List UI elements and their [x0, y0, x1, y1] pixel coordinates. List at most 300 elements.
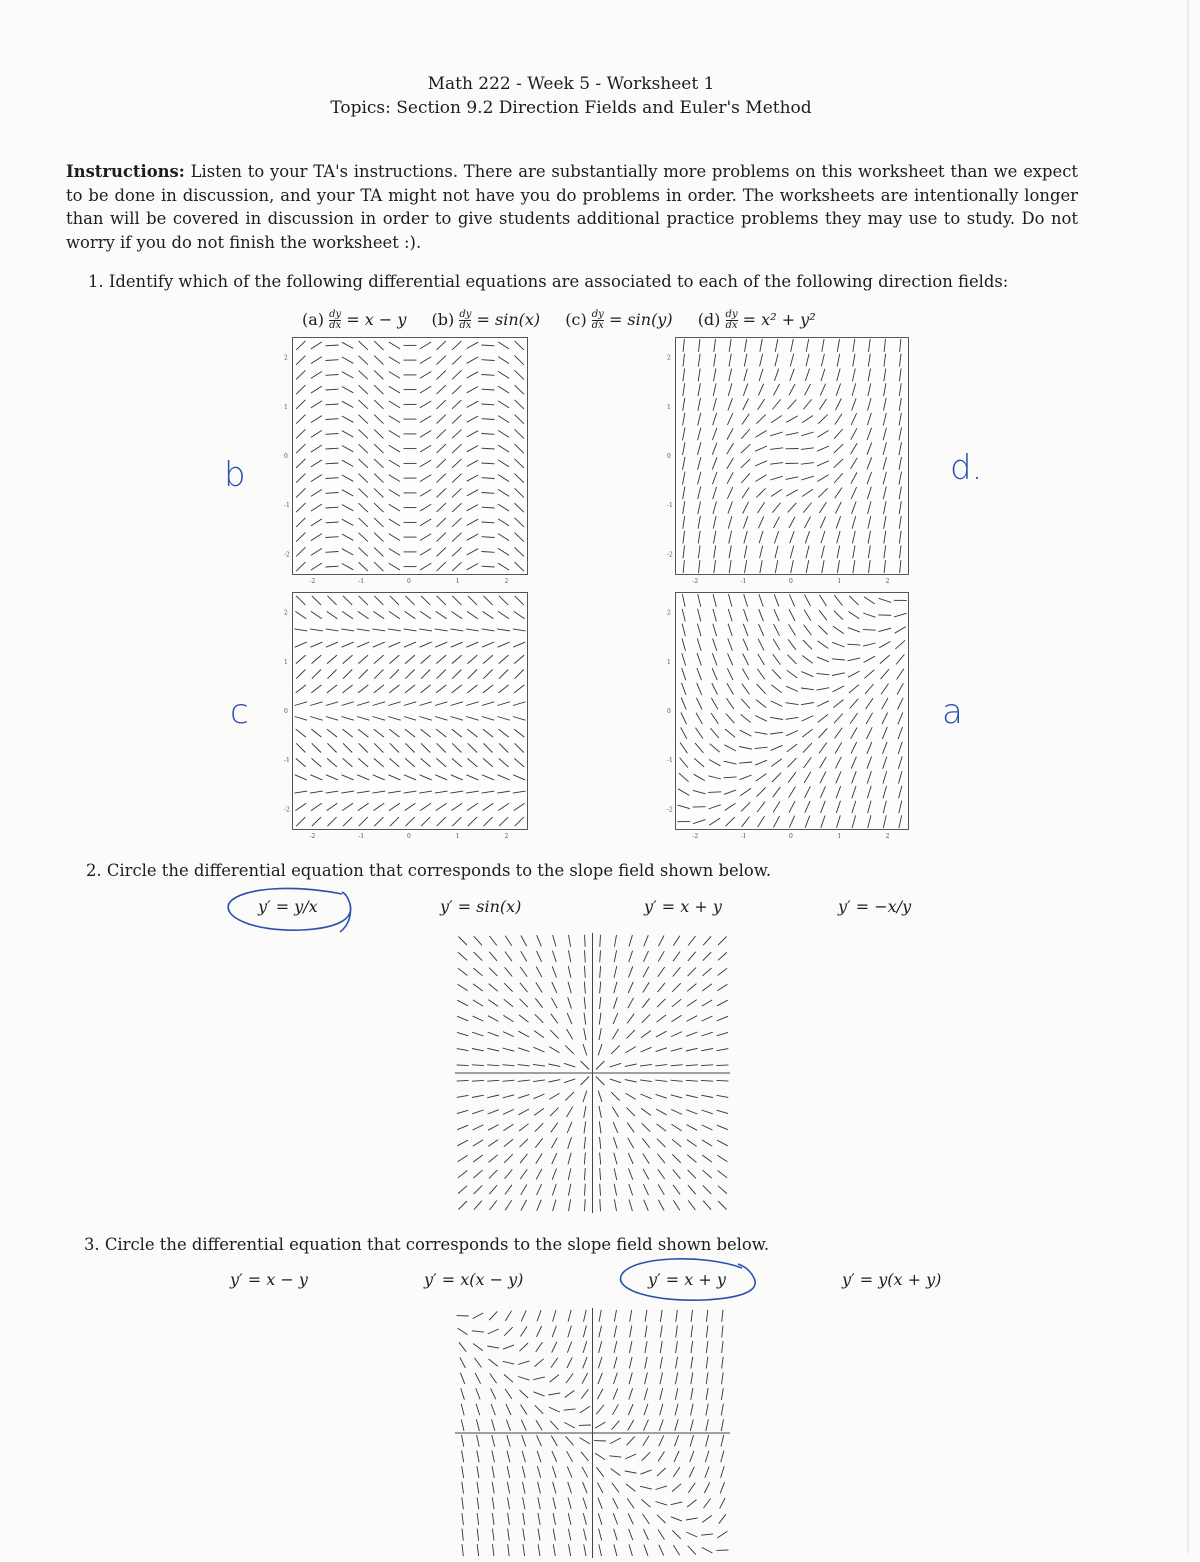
x-tick-label: 2	[505, 833, 509, 840]
slope-segment	[722, 1341, 724, 1353]
slope-segment	[626, 1484, 635, 1492]
slope-segment	[551, 1014, 558, 1024]
problem-2-option-4[interactable]: y′ = −x/y	[838, 897, 911, 916]
slope-segment	[467, 357, 478, 363]
slope-segment	[296, 341, 305, 350]
slope-segment	[475, 1373, 480, 1384]
slope-segment	[687, 1000, 697, 1007]
slope-segment	[848, 628, 860, 633]
slope-segment	[802, 416, 813, 423]
slope-segment	[311, 386, 322, 393]
slope-segment	[584, 1310, 587, 1322]
slope-segment	[805, 801, 810, 813]
slope-segment	[583, 1044, 587, 1055]
slope-segment	[853, 339, 855, 352]
slope-segment	[515, 488, 524, 497]
slope-segment	[801, 463, 814, 465]
slope-segment	[472, 1110, 483, 1114]
slope-segment	[568, 1529, 570, 1541]
slope-segment	[489, 1311, 497, 1320]
equation-b: (b) $\frac{dy}{dx}$ = sin(x)	[432, 310, 541, 331]
slope-segment	[676, 1341, 678, 1353]
slope-segment	[801, 703, 814, 705]
slope-segment	[482, 493, 495, 494]
slope-segment	[741, 429, 750, 439]
slope-segment	[691, 1310, 692, 1322]
slope-segment	[457, 1000, 468, 1006]
slope-segment	[758, 654, 765, 665]
slope-segment	[711, 698, 718, 709]
slope-segment	[833, 686, 845, 692]
slope-segment	[374, 459, 383, 468]
slope-segment	[613, 1498, 618, 1509]
slope-segment	[419, 629, 432, 631]
slope-segment	[420, 445, 431, 452]
slope-segment	[612, 1483, 619, 1493]
slope-segment	[482, 389, 495, 390]
slope-segment	[581, 1077, 590, 1086]
slope-segment	[698, 516, 700, 529]
slope-segment	[835, 742, 842, 753]
slope-segment	[421, 670, 430, 679]
slope-segment	[630, 1326, 632, 1338]
slope-segment	[504, 1139, 513, 1147]
slope-segment	[713, 383, 716, 396]
slope-segment	[682, 624, 685, 637]
slope-segment	[404, 775, 416, 780]
slope-segment	[600, 1153, 601, 1165]
slope-segment	[359, 670, 368, 679]
slope-segment	[744, 594, 748, 606]
slope-segment	[657, 1468, 666, 1476]
slope-segment	[420, 490, 431, 497]
slope-segment	[436, 685, 446, 693]
slope-segment	[514, 685, 524, 693]
slope-segment	[467, 564, 478, 570]
slope-segment	[728, 594, 732, 607]
slope-segment	[698, 609, 701, 622]
slope-segment	[533, 1377, 545, 1380]
slope-segment	[523, 1482, 526, 1494]
slope-segment	[374, 758, 384, 767]
slope-segment	[625, 1064, 637, 1066]
slope-segment	[817, 688, 830, 690]
slope-segment	[673, 952, 680, 962]
slope-segment	[682, 638, 686, 651]
slope-segment	[728, 502, 733, 514]
slope-segment	[296, 670, 305, 679]
slope-segment	[629, 966, 633, 977]
slope-segment	[492, 1497, 494, 1509]
slope-segment	[568, 1137, 572, 1148]
slope-segment	[476, 1419, 479, 1431]
slope-segment	[599, 1529, 602, 1541]
slope-segment	[743, 502, 749, 514]
slope-segment	[771, 685, 781, 693]
slope-segment	[851, 443, 858, 454]
slope-segment	[515, 547, 524, 556]
slope-segment	[852, 771, 857, 783]
slope-segment	[504, 999, 513, 1007]
slope-segment	[389, 460, 400, 467]
slope-segment	[867, 413, 871, 425]
slope-segment	[740, 730, 752, 736]
slope-segment	[405, 729, 415, 737]
slope-segment	[641, 1047, 652, 1052]
slope-segment	[435, 717, 447, 721]
slope-segment	[899, 487, 901, 500]
slope-segment	[487, 1080, 499, 1081]
slope-segment	[326, 537, 339, 538]
slope-segment	[721, 1451, 724, 1463]
x-tick-label: -1	[741, 833, 747, 840]
slope-segment	[515, 415, 524, 424]
slope-segment	[311, 548, 322, 555]
slope-segment	[881, 684, 888, 695]
slope-segment	[852, 531, 855, 544]
slope-segment	[817, 431, 828, 438]
slope-segment	[771, 745, 783, 750]
x-tick-label: -1	[741, 578, 747, 585]
slope-segment	[728, 609, 732, 621]
slope-segment	[706, 1435, 709, 1447]
slope-segment	[686, 1065, 698, 1066]
slope-segment	[467, 685, 477, 693]
slope-segment	[658, 1154, 666, 1163]
slope-segment	[476, 1404, 480, 1416]
slope-segment	[327, 611, 338, 618]
slope-segment	[656, 1031, 667, 1037]
slope-segment	[611, 1045, 620, 1054]
slope-segment	[656, 1486, 668, 1490]
slope-segment	[657, 1515, 666, 1523]
slope-segment	[312, 743, 321, 752]
slope-segment	[702, 1155, 712, 1162]
slope-segment	[467, 475, 478, 481]
slope-segment	[492, 1419, 495, 1431]
slope-segment	[673, 1545, 679, 1555]
slope-segment	[660, 1310, 662, 1322]
slope-segment	[720, 1498, 726, 1509]
slope-segment	[821, 816, 825, 828]
slope-segment	[311, 357, 322, 364]
slope-segment	[498, 445, 509, 452]
slope-segment	[520, 983, 528, 992]
slope-segment	[435, 642, 447, 647]
slope-segment	[848, 658, 861, 661]
slope-segment	[459, 1342, 466, 1352]
slope-segment	[436, 803, 447, 810]
slope-segment	[515, 743, 524, 752]
slope-segment	[388, 702, 400, 706]
slope-segment	[311, 534, 322, 541]
slope-segment	[696, 713, 702, 724]
slope-segment	[898, 756, 902, 768]
slope-segment	[805, 595, 811, 607]
slope-segment	[390, 743, 399, 752]
slope-segment	[457, 1095, 469, 1097]
slope-segment	[492, 1529, 494, 1541]
slope-segment	[506, 1404, 511, 1415]
slope-segment	[312, 817, 321, 826]
slope-segment	[467, 490, 478, 496]
slope-segment	[553, 1310, 556, 1322]
slope-segment	[806, 546, 809, 559]
slope-segment	[698, 383, 700, 396]
slope-segment	[296, 385, 305, 394]
slope-segment	[703, 968, 712, 976]
slope-segment	[389, 490, 400, 497]
slope-segment	[482, 702, 494, 706]
slope-segment	[866, 713, 873, 724]
slope-segment	[869, 560, 871, 573]
slope-segment	[772, 773, 781, 782]
slope-segment	[599, 1106, 601, 1118]
slope-segment	[691, 1326, 693, 1338]
slope-segment	[729, 354, 731, 367]
slope-segment	[801, 432, 814, 436]
slope-segment	[553, 1529, 555, 1541]
slope-segment	[883, 413, 886, 426]
slope-segment	[515, 817, 524, 826]
slope-segment	[614, 966, 617, 978]
slope-segment	[536, 1154, 542, 1164]
slope-segment	[483, 803, 494, 810]
slope-segment	[583, 1091, 587, 1102]
slope-segment	[726, 817, 735, 826]
slope-segment	[457, 1049, 469, 1051]
y-tick-label: -2	[667, 551, 673, 558]
slope-segment	[614, 1357, 617, 1369]
slope-segment	[534, 1047, 545, 1052]
slope-segment	[660, 1341, 662, 1353]
slope-segment	[656, 1502, 668, 1506]
problem-3-option-3[interactable]: y′ = x + y	[648, 1270, 726, 1289]
slope-segment	[553, 1498, 556, 1510]
slope-segment	[523, 1529, 525, 1541]
slope-segment	[296, 370, 305, 379]
slope-segment	[837, 546, 840, 559]
slope-segment	[899, 472, 902, 485]
slope-segment	[520, 1169, 527, 1179]
slope-segment	[497, 791, 510, 793]
problem-2-option-2[interactable]: y′ = sin(x)	[440, 897, 521, 916]
slope-segment	[435, 791, 448, 793]
slope-segment	[709, 760, 720, 766]
slope-segment	[342, 401, 353, 407]
slope-segment	[357, 702, 369, 706]
slope-segment	[727, 487, 732, 499]
slope-segment	[688, 1185, 696, 1194]
slope-segment	[311, 430, 322, 437]
slope-segment	[343, 743, 352, 752]
slope-segment	[772, 503, 780, 513]
slope-segment	[686, 1532, 697, 1537]
slope-segment	[629, 951, 633, 962]
slope-segment	[538, 1529, 540, 1541]
slope-segment	[342, 357, 353, 363]
slope-segment	[697, 668, 702, 680]
slope-segment	[535, 1123, 544, 1132]
slope-segment	[584, 1028, 586, 1040]
slope-segment	[717, 1155, 727, 1162]
slope-segment	[695, 743, 703, 753]
slope-segment	[310, 717, 322, 721]
handwritten-circle-p2	[222, 886, 362, 938]
slope-segment	[342, 416, 353, 422]
slope-segment	[389, 803, 400, 810]
slope-segment	[729, 531, 732, 544]
slope-segment	[688, 968, 696, 977]
slope-segment	[614, 1310, 616, 1322]
slope-segment	[611, 1469, 621, 1476]
slope-segment	[374, 356, 383, 365]
worksheet-title: Math 222 - Week 5 - Worksheet 1	[0, 74, 1142, 94]
slope-segment	[498, 357, 509, 364]
slope-segment	[805, 517, 811, 529]
problem-2-option-3[interactable]: y′ = x + y	[644, 897, 722, 916]
slope-segment	[482, 478, 495, 479]
problem-2-option-1[interactable]: y′ = y/x	[258, 897, 318, 916]
slope-segment	[801, 476, 814, 480]
slope-segment	[656, 1048, 667, 1052]
slope-segment	[884, 545, 886, 558]
slope-segment	[867, 443, 872, 455]
slope-segment	[683, 413, 685, 426]
slope-segment	[503, 1345, 514, 1349]
slope-segment	[537, 1435, 542, 1446]
slope-segment	[533, 1392, 544, 1396]
slope-segment	[552, 966, 556, 977]
slope-segment	[436, 611, 447, 618]
slope-segment	[673, 1170, 681, 1179]
slope-segment	[296, 503, 305, 512]
slope-segment	[775, 354, 778, 367]
slope-segment	[538, 1497, 541, 1509]
slope-segment	[513, 791, 526, 793]
slope-segment	[405, 685, 415, 693]
slope-segment	[326, 375, 339, 376]
slope-segment	[642, 1138, 649, 1147]
slope-segment	[683, 516, 685, 529]
slope-segment	[359, 503, 368, 512]
x-tick-label: 0	[407, 578, 411, 585]
slope-segment	[641, 1031, 651, 1038]
slope-segment	[821, 531, 825, 543]
slope-segment	[699, 339, 700, 352]
slope-segment	[722, 1357, 724, 1369]
slope-segment	[658, 936, 664, 947]
slope-segment	[420, 519, 431, 526]
slope-segment	[819, 610, 827, 620]
slope-segment	[817, 461, 829, 466]
slope-segment	[462, 1451, 464, 1463]
slope-segment	[482, 566, 495, 567]
slope-segment	[850, 713, 858, 724]
slope-segment	[565, 1390, 575, 1397]
slope-segment	[803, 399, 811, 409]
slope-segment	[499, 817, 508, 826]
slope-segment	[625, 1080, 637, 1082]
slope-segment	[534, 1094, 545, 1099]
slope-segment	[451, 611, 462, 618]
slope-segment	[757, 669, 765, 680]
slope-segment	[342, 549, 353, 555]
slope-segment	[803, 640, 812, 649]
slope-segment	[790, 354, 793, 367]
slope-segment	[420, 504, 431, 511]
slope-segment	[537, 1184, 542, 1195]
slope-segment	[458, 1328, 468, 1335]
slope-segment	[483, 729, 493, 737]
slope-segment	[389, 729, 399, 737]
slope-segment	[296, 596, 305, 605]
slope-segment	[458, 937, 467, 946]
slope-segment	[755, 747, 768, 748]
slope-segment	[671, 1109, 682, 1114]
slope-segment	[868, 801, 872, 814]
problem-3-option-4[interactable]: y′ = y(x + y)	[842, 1270, 941, 1289]
slope-segment	[683, 531, 685, 544]
slope-segment	[774, 369, 778, 381]
slope-segment	[614, 1137, 618, 1148]
slope-segment	[452, 356, 461, 365]
slope-segment	[326, 419, 339, 420]
slope-segment	[552, 982, 557, 993]
slope-segment	[848, 671, 860, 677]
slope-segment	[498, 401, 509, 408]
slope-segment	[837, 531, 840, 544]
slope-segment	[420, 386, 431, 393]
slope-segment	[786, 433, 799, 436]
slope-segment	[420, 416, 431, 423]
slope-segment	[535, 998, 542, 1007]
slope-segment	[311, 611, 322, 618]
slope-segment	[818, 488, 827, 497]
slope-segment	[791, 339, 794, 352]
slope-segment	[789, 384, 795, 395]
dy-dx-fraction: $\frac{dy}{dx}$	[459, 310, 471, 331]
slope-segment	[899, 771, 903, 784]
slope-segment	[483, 611, 494, 618]
slope-segment	[671, 1080, 683, 1081]
slope-segment	[466, 717, 478, 721]
slope-segment	[867, 487, 871, 499]
slope-segment	[727, 458, 734, 469]
slope-segment	[724, 761, 737, 764]
problem-3-option-2[interactable]: y′ = x(x − y)	[424, 1270, 523, 1289]
problem-3-option-1[interactable]: y′ = x − y	[230, 1270, 308, 1289]
slope-segment	[722, 1310, 723, 1322]
slope-segment	[626, 1093, 636, 1099]
slope-segment	[515, 596, 524, 605]
slope-segment	[326, 448, 339, 449]
slope-segment	[834, 595, 842, 605]
slope-segment	[584, 1168, 585, 1180]
slope-segment	[770, 432, 783, 436]
handwritten-answer-c: c	[230, 692, 249, 732]
slope-segment	[342, 431, 353, 437]
slope-segment	[696, 698, 702, 710]
y-tick-label: 0	[284, 453, 288, 460]
slope-segment	[468, 655, 478, 664]
slope-segment	[727, 668, 733, 680]
slope-segment	[805, 369, 809, 381]
slope-segment	[583, 1326, 586, 1338]
slope-segment	[727, 683, 734, 694]
slope-segment	[899, 801, 902, 814]
slope-segment	[483, 596, 492, 605]
